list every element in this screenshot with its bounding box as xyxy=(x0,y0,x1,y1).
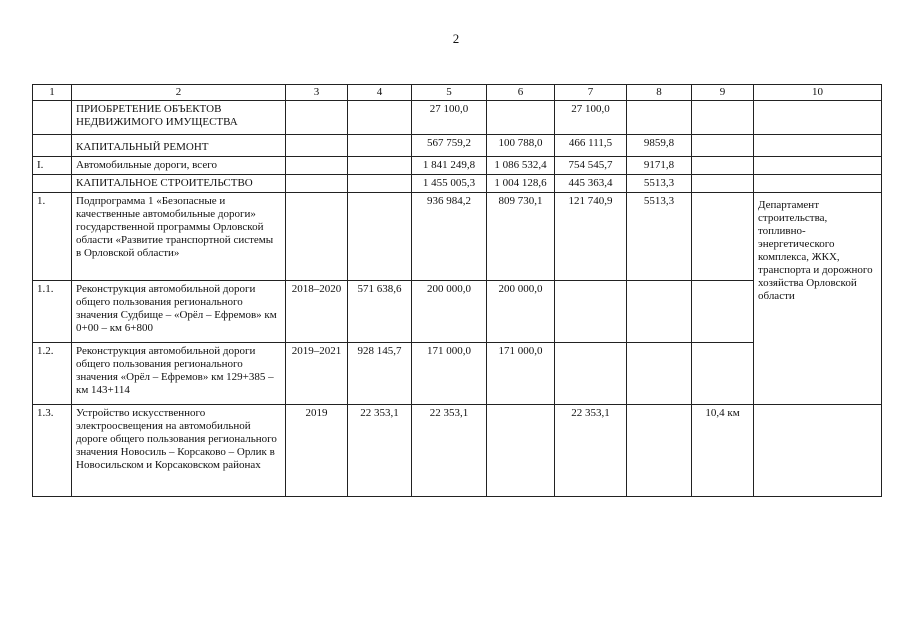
row-regional: 754 545,7 xyxy=(555,157,627,175)
table-row xyxy=(33,175,882,193)
row-cost: 571 638,6 xyxy=(348,281,412,343)
column-number: 7 xyxy=(555,85,627,101)
row-capacity xyxy=(692,157,754,175)
row-local xyxy=(627,281,692,343)
table-row xyxy=(33,405,882,497)
table-row xyxy=(33,193,882,281)
row-capacity xyxy=(692,175,754,193)
row-local: 9171,8 xyxy=(627,157,692,175)
row-cost xyxy=(348,175,412,193)
row-responsible xyxy=(754,405,882,497)
row-total: 27 100,0 xyxy=(412,101,487,135)
row-number: 1.1. xyxy=(33,281,72,343)
row-years xyxy=(286,193,348,281)
row-regional: 27 100,0 xyxy=(555,101,627,135)
column-number: 5 xyxy=(412,85,487,101)
row-number: 1.2. xyxy=(33,343,72,405)
row-cost xyxy=(348,101,412,135)
row-total: 1 455 005,3 xyxy=(412,175,487,193)
row-years xyxy=(286,135,348,157)
row-federal: 200 000,0 xyxy=(487,281,555,343)
row-total: 567 759,2 xyxy=(412,135,487,157)
row-name: КАПИТАЛЬНОЕ СТРОИТЕЛЬСТВО xyxy=(72,175,286,193)
column-number-row xyxy=(33,85,882,101)
row-name: КАПИТАЛЬНЫЙ РЕМОНТ xyxy=(72,135,286,157)
responsible-department: Департамент строительства, топливно-энергетического комплекса, ЖКХ, транспорта и дорожного хозяйства Орловской области xyxy=(754,193,882,405)
row-cost xyxy=(348,157,412,175)
row-name: ПРИОБРЕТЕНИЕ ОБЪЕКТОВ НЕДВИЖИМОГО ИМУЩЕСТВА xyxy=(72,101,286,135)
row-years xyxy=(286,157,348,175)
row-capacity xyxy=(692,281,754,343)
row-local xyxy=(627,343,692,405)
column-number: 1 xyxy=(33,85,72,101)
row-capacity xyxy=(692,343,754,405)
row-local: 9859,8 xyxy=(627,135,692,157)
row-responsible xyxy=(754,135,882,157)
table-row xyxy=(33,157,882,175)
column-number: 2 xyxy=(72,85,286,101)
row-federal xyxy=(487,405,555,497)
column-number: 4 xyxy=(348,85,412,101)
column-number: 9 xyxy=(692,85,754,101)
row-years: 2019 xyxy=(286,405,348,497)
row-years: 2018–2020 xyxy=(286,281,348,343)
row-capacity xyxy=(692,101,754,135)
row-total: 22 353,1 xyxy=(412,405,487,497)
row-federal: 1 086 532,4 xyxy=(487,157,555,175)
row-name: Устройство искусственного электроосвещения на автомобильной дороге общего пользования регионального значения Новосиль – Корсаково – Орлик в Новосильском и Корсаковском районах xyxy=(72,405,286,497)
row-number xyxy=(33,101,72,135)
row-regional: 22 353,1 xyxy=(555,405,627,497)
row-number: 1.3. xyxy=(33,405,72,497)
row-responsible xyxy=(754,157,882,175)
row-responsible xyxy=(754,175,882,193)
row-name: Подпрограмма 1 «Безопасные и качественные автомобильные дороги» государственной программы Орловской области «Развитие транспортной системы в Орловской области» xyxy=(72,193,286,281)
row-total: 936 984,2 xyxy=(412,193,487,281)
row-capacity xyxy=(692,135,754,157)
column-number: 6 xyxy=(487,85,555,101)
row-cost: 22 353,1 xyxy=(348,405,412,497)
row-local xyxy=(627,101,692,135)
row-total: 1 841 249,8 xyxy=(412,157,487,175)
investment-table xyxy=(32,84,882,497)
row-name: Автомобильные дороги, всего xyxy=(72,157,286,175)
row-local: 5513,3 xyxy=(627,193,692,281)
row-name: Реконструкция автомобильной дороги общего пользования регионального значения Судбище – «Орёл – Ефремов» км 0+00 – км 6+800 xyxy=(72,281,286,343)
row-number xyxy=(33,135,72,157)
table-row xyxy=(33,101,882,135)
row-regional xyxy=(555,343,627,405)
row-local: 5513,3 xyxy=(627,175,692,193)
column-number: 10 xyxy=(754,85,882,101)
row-regional: 466 111,5 xyxy=(555,135,627,157)
row-capacity xyxy=(692,193,754,281)
row-name: Реконструкция автомобильной дороги общего пользования регионального значения «Орёл – Ефремов» км 129+385 – км 143+114 xyxy=(72,343,286,405)
row-capacity: 10,4 км xyxy=(692,405,754,497)
row-responsible xyxy=(754,101,882,135)
column-number: 8 xyxy=(627,85,692,101)
row-federal: 100 788,0 xyxy=(487,135,555,157)
table-row xyxy=(33,135,882,157)
row-total: 171 000,0 xyxy=(412,343,487,405)
row-federal: 1 004 128,6 xyxy=(487,175,555,193)
row-years: 2019–2021 xyxy=(286,343,348,405)
row-total: 200 000,0 xyxy=(412,281,487,343)
row-cost xyxy=(348,193,412,281)
row-regional: 121 740,9 xyxy=(555,193,627,281)
row-federal: 809 730,1 xyxy=(487,193,555,281)
row-local xyxy=(627,405,692,497)
row-number: 1. xyxy=(33,193,72,281)
row-number: I. xyxy=(33,157,72,175)
row-federal xyxy=(487,101,555,135)
row-regional xyxy=(555,281,627,343)
row-years xyxy=(286,101,348,135)
row-regional: 445 363,4 xyxy=(555,175,627,193)
row-number xyxy=(33,175,72,193)
row-cost xyxy=(348,135,412,157)
row-federal: 171 000,0 xyxy=(487,343,555,405)
column-number: 3 xyxy=(286,85,348,101)
page-number: 2 xyxy=(452,31,460,46)
row-years xyxy=(286,175,348,193)
row-cost: 928 145,7 xyxy=(348,343,412,405)
